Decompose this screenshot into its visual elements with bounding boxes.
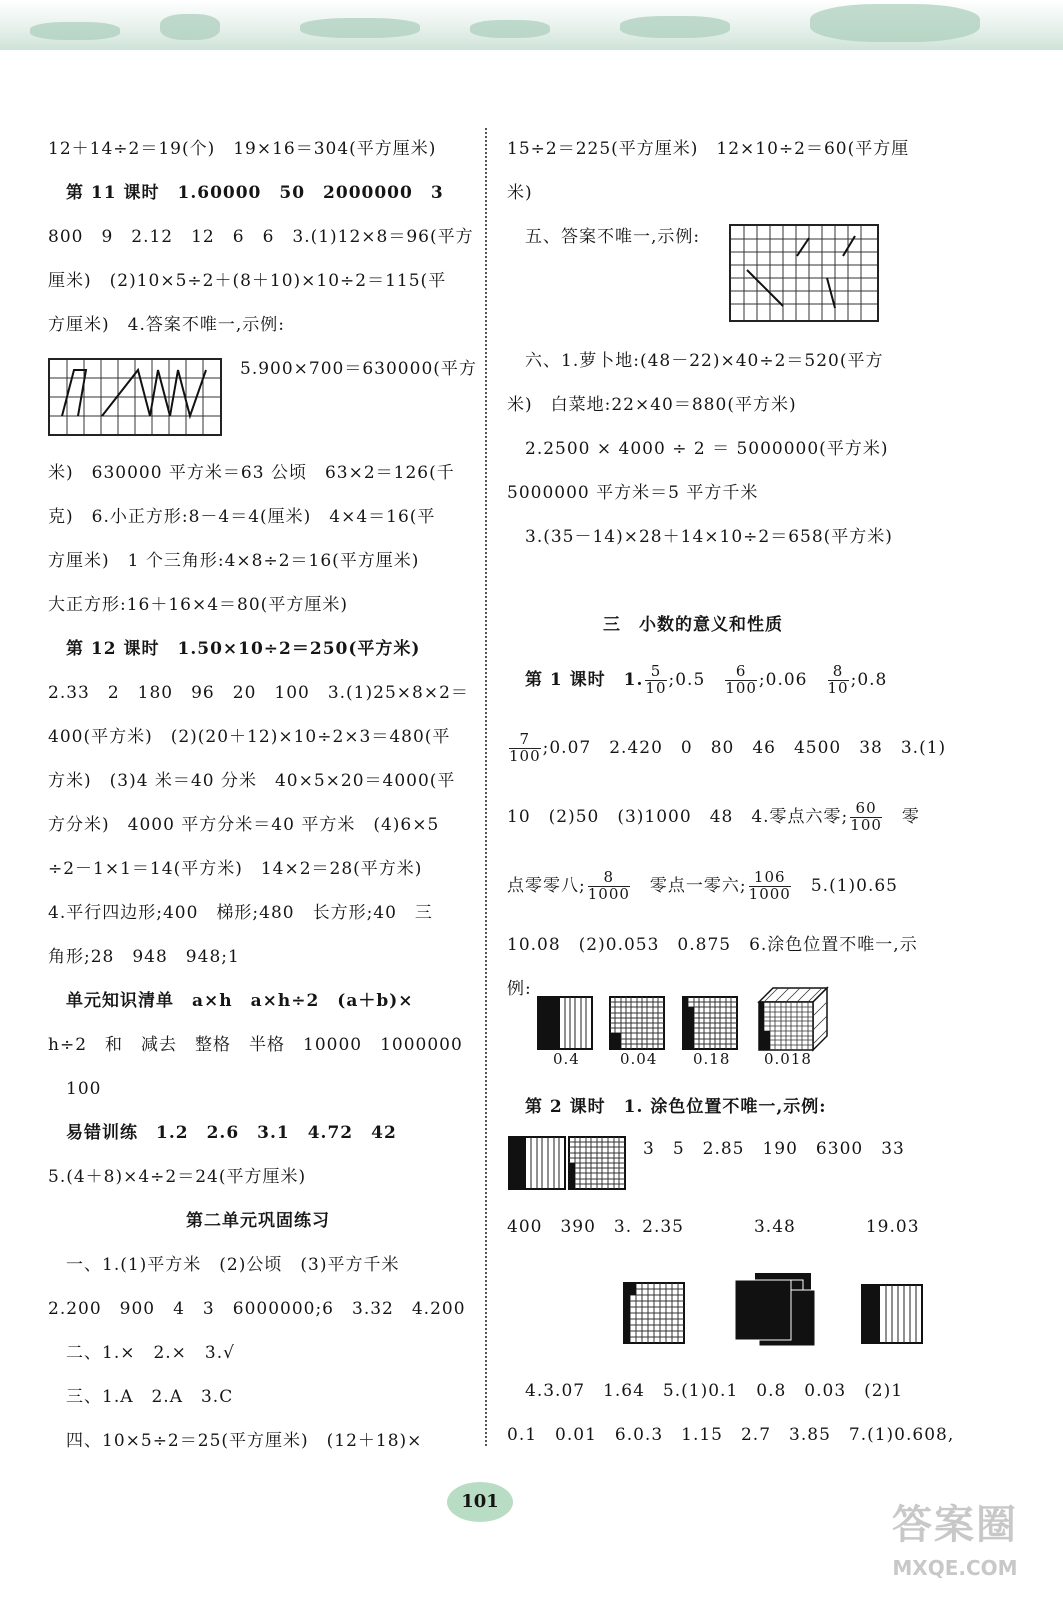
text-span: ;0.06: [758, 670, 808, 690]
section-heading: 第二单元巩固练习: [186, 1211, 330, 1231]
lesson-label: 第 1 课时 1.: [507, 670, 644, 690]
text-span: 2.35: [642, 1217, 684, 1237]
text-line: 4.平行四边形;400 梯形;480 长方形;40 三: [48, 903, 433, 923]
text-line: 克) 6.小正方形:8－4＝4(厘米) 4×4＝16(平: [48, 507, 436, 527]
figure-caption: 0.018: [764, 1050, 812, 1068]
figure-caption: 0.18: [693, 1050, 731, 1068]
text-span: 零点一零六;: [649, 876, 747, 896]
text-line: 12＋14÷2＝19(个) 19×16＝304(平方厘米): [48, 139, 437, 159]
text-span: 点零零八;: [507, 876, 586, 896]
text-line: 六、1.萝卜地:(48－22)×40÷2＝520(平方: [507, 351, 884, 371]
fraction-numerator: 8: [588, 870, 630, 887]
text-line: 5.(4＋8)×4÷2＝24(平方厘米): [48, 1167, 307, 1187]
header-banner: [0, 0, 1063, 50]
text-line: 第 2 课时 1. 涂色位置不唯一,示例:: [507, 1097, 827, 1117]
text-line: 15÷2＝225(平方厘米) 12×10÷2＝60(平方厘: [507, 139, 910, 159]
grid-figure-trapezoid: [729, 224, 879, 322]
text-line: 五、答案不唯一,示例:: [507, 227, 701, 247]
text-line: [507, 1212, 920, 1237]
fraction: [509, 732, 541, 765]
text-line: 米) 白菜地:22×40＝880(平方米): [507, 395, 797, 415]
fraction-numerator: 8: [828, 664, 849, 681]
text-line: 2.33 2 180 96 20 100 3.(1)25×8×2＝: [48, 683, 469, 703]
fraction: [828, 664, 849, 697]
text-line: [507, 658, 887, 702]
decimal-figure-hundredths: [568, 1136, 626, 1190]
fraction-denominator: 10: [645, 679, 667, 697]
text-span: 19.03: [865, 1217, 920, 1237]
fraction: [645, 664, 666, 697]
text-span: 3.48: [753, 1217, 796, 1237]
text-line: [507, 795, 920, 839]
text-line: 三、1.A 2.A 3.C: [48, 1387, 234, 1407]
text-line: 一、1.(1)平方米 (2)公顷 (3)平方千米: [48, 1255, 400, 1275]
fraction-numerator: 60: [850, 801, 882, 818]
figure-caption: 0.04: [620, 1050, 658, 1068]
text-span: 10 (2)50 (3)1000 48 4.零点六零;: [507, 807, 849, 827]
fraction-denominator: 1000: [587, 885, 630, 903]
text-line: 4.3.07 1.64 5.(1)0.1 0.8 0.03 (2)1: [507, 1381, 904, 1401]
text-line: 方分米) 4000 平方分米＝40 平方米 (4)6×5: [48, 815, 440, 835]
fraction-denominator: 100: [509, 747, 541, 765]
text-line: ÷2－1×1＝14(平方米) 14×2＝28(平方米): [48, 859, 423, 879]
text-line: 100: [48, 1079, 102, 1099]
decimal-figure-0-018: [757, 986, 829, 1052]
decimal-figure-tenths: [508, 1136, 566, 1190]
text-line: 二、1.× 2.× 3.√: [48, 1343, 235, 1363]
grid-figure-parallelogram: [48, 358, 222, 436]
text-line: 四、10×5÷2＝25(平方厘米) (12＋18)×: [48, 1431, 423, 1451]
text-span: 零: [901, 807, 920, 827]
fraction: [749, 870, 791, 903]
text-span: ;0.5: [668, 670, 706, 690]
fraction-denominator: 1000: [748, 885, 791, 903]
text-line: 角形;28 948 948;1: [48, 947, 240, 967]
text-line: 0.1 0.01 6.0.3 1.15 2.7 3.85 7.(1)0.608,: [507, 1425, 955, 1445]
text-line: 第 12 课时 1.50×10÷2＝250(平方米): [48, 639, 421, 659]
text-line: 米): [507, 183, 533, 203]
decimal-figure-0-4: [537, 996, 593, 1050]
watermark-logo: [870, 1495, 1040, 1595]
text-line: 800 9 2.12 12 6 6 3.(1)12×8＝96(平方: [48, 227, 474, 247]
figure-caption: 0.4: [553, 1050, 580, 1068]
text-line: h÷2 和 减去 整格 半格 10000 1000000: [48, 1035, 463, 1055]
fraction-denominator: 100: [850, 816, 882, 834]
text-line: [507, 726, 946, 770]
decimal-figure-0-18: [682, 996, 738, 1050]
text-line: 2.2500 × 4000 ÷ 2 ＝ 5000000(平方米): [507, 439, 889, 459]
text-line: 米) 630000 平方米＝63 公顷 63×2＝126(千: [48, 463, 455, 483]
page-number: 101: [447, 1482, 513, 1522]
text-line: 5.900×700＝630000(平方: [240, 359, 477, 379]
fraction: [588, 870, 630, 903]
fraction-denominator: 100: [725, 679, 757, 697]
text-line: 第 11 课时 1.60000 50 2000000 3: [48, 183, 444, 203]
fraction: [850, 801, 882, 834]
fraction-denominator: 10: [827, 679, 849, 697]
decimal-figure-19-03: [861, 1284, 923, 1344]
decimal-figure-0-04: [609, 996, 665, 1050]
text-line: 5000000 平方米＝5 平方千米: [507, 483, 759, 503]
watermark-url: MXQE.COM: [892, 1556, 1018, 1580]
decimal-figure-3-48: [733, 1272, 817, 1348]
text-line: 3 5 2.85 190 6300 33: [643, 1139, 905, 1159]
text-line: 厘米) (2)10×5÷2＋(8＋10)×10÷2＝115(平: [48, 271, 447, 291]
text-line: 大正方形:16＋16×4＝80(平方厘米): [48, 595, 348, 615]
text-span: 5.(1)0.65: [810, 876, 898, 896]
watermark-text: 答案圈: [892, 1502, 1018, 1548]
text-line: [507, 864, 898, 908]
text-span: 400 390 3.: [507, 1217, 633, 1237]
text-line: 方厘米) 1 个三角形:4×8÷2＝16(平方厘米): [48, 551, 420, 571]
text-span: ;0.8: [850, 670, 888, 690]
text-line: 方米) (3)4 米＝40 分米 40×5×20＝4000(平: [48, 771, 456, 791]
text-span: ;0.07 2.420 0 80 46 4500 38 3.(1): [542, 738, 947, 758]
decimal-figure-2-35: [623, 1282, 685, 1344]
text-line: 例:: [507, 979, 532, 999]
fraction-numerator: 7: [509, 732, 541, 749]
column-divider: [485, 128, 487, 1446]
text-line: 400(平方米) (2)(20＋12)×10÷2×3＝480(平: [48, 727, 451, 747]
fraction-numerator: 5: [645, 664, 666, 681]
fraction-numerator: 6: [725, 664, 757, 681]
text-line: 方厘米) 4.答案不唯一,示例:: [48, 315, 285, 335]
text-line: 易错训练 1.2 2.6 3.1 4.72 42: [48, 1123, 397, 1143]
text-line: 10.08 (2)0.053 0.875 6.涂色位置不唯一,示: [507, 935, 918, 955]
fraction: [725, 664, 757, 697]
text-line: 2.200 900 4 3 6000000;6 3.32 4.200: [48, 1299, 466, 1319]
section-heading: 三 小数的意义和性质: [603, 615, 783, 635]
fraction-numerator: 106: [749, 870, 791, 887]
text-line: 单元知识清单 a×h a×h÷2 (a＋b)×: [48, 991, 414, 1011]
text-line: 3.(35－14)×28＋14×10÷2＝658(平方米): [507, 527, 893, 547]
